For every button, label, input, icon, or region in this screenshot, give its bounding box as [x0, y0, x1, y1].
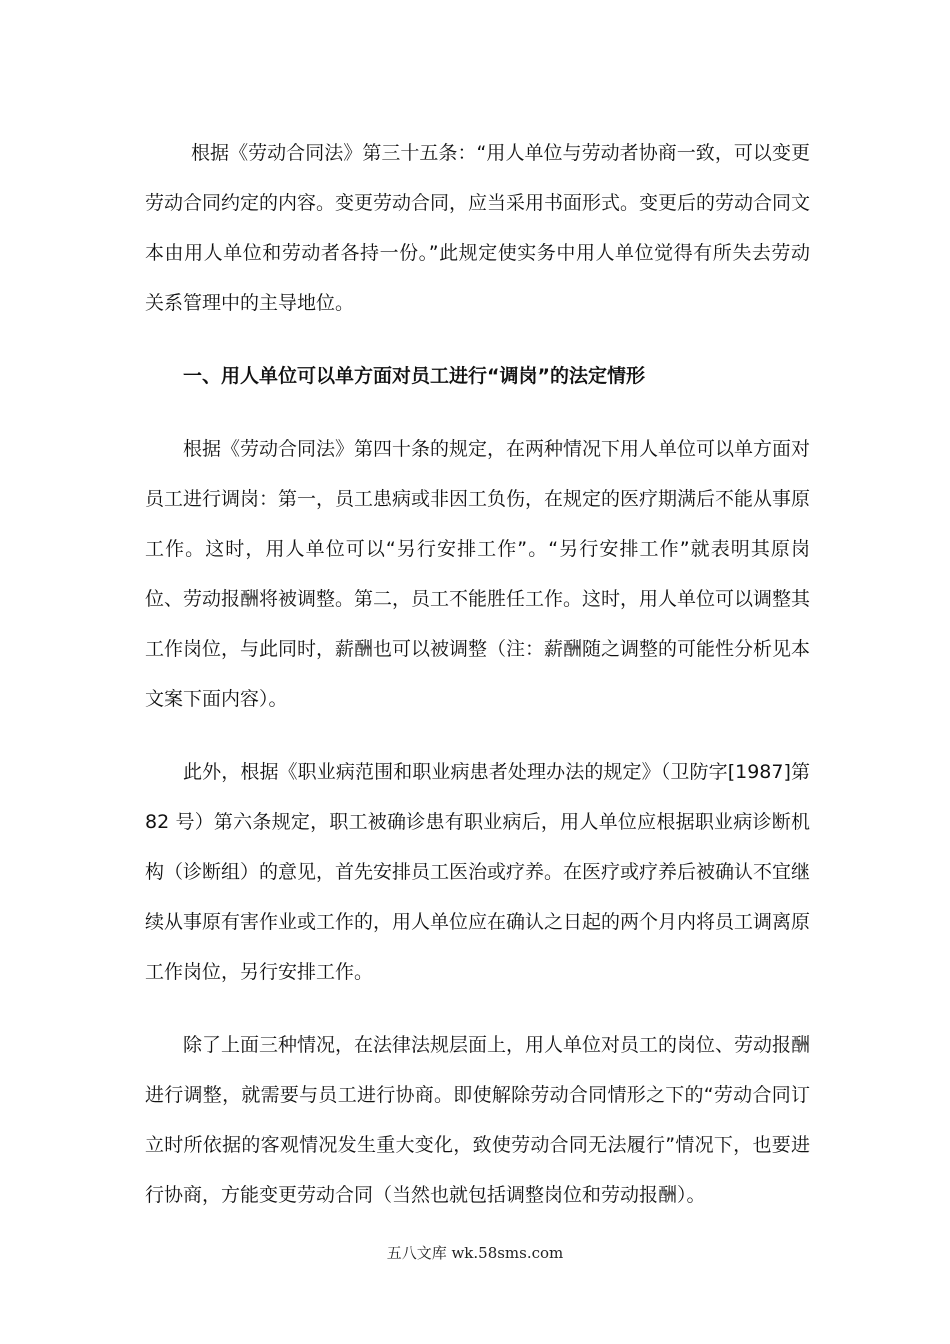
document-body — [145, 128, 810, 1243]
footer-watermark: 五八文库 wk.58sms.com — [386, 1244, 564, 1262]
section-heading: 一、用人单位可以单方面对员工进行“调岗”的法定情形 — [183, 365, 645, 387]
paragraph-intro: 根据《劳动合同法》第三十五条：“用人单位与劳动者协商一致，可以变更劳动合同约定的内容。变更劳动合同，应当采用书面形式。变更后的劳动合同文本由用人单位和劳动者各持一份。”此规定使实务中用人单位觉得有所失去劳动关系管理中的主导地位。 — [145, 142, 811, 314]
paragraph-negotiation: 除了上面三种情况，在法律法规层面上，用人单位对员工的岗位、劳动报酬进行调整，就需要与员工进行协商。即使解除劳动合同情形之下的“劳动合同订立时所依据的客观情况发生重大变化，致使劳动合同无法履行”情况下，也要进行协商，方能变更劳动合同（当然也就包括调整岗位和劳动报酬）。 — [145, 1034, 811, 1206]
paragraph-occupational-disease: 此外，根据《职业病范围和职业病患者处理办法的规定》（卫防字[1987]第 82 号）第六条规定，职工被确诊患有职业病后，用人单位应根据职业病诊断机构（诊断组）的意见，首先安排员工医治或疗养。在医疗或疗养后被确认不宜继续从事原有害作业或工作的，用人单位应在确认之日起的两个月内将员工调离原工作岗位，另行安排工作。 — [145, 761, 811, 983]
paragraph-article-40: 根据《劳动合同法》第四十条的规定，在两种情况下用人单位可以单方面对员工进行调岗：第一，员工患病或非因工负伤，在规定的医疗期满后不能从事原工作。这时，用人单位可以“另行安排工作”。“另行安排工作”就表明其原岗位、劳动报酬将被调整。第二，员工不能胜任工作。这时，用人单位可以调整其工作岗位，与此同时，薪酬也可以被调整（注：薪酬随之调整的可能性分析见本文案下面内容）。 — [145, 438, 811, 710]
